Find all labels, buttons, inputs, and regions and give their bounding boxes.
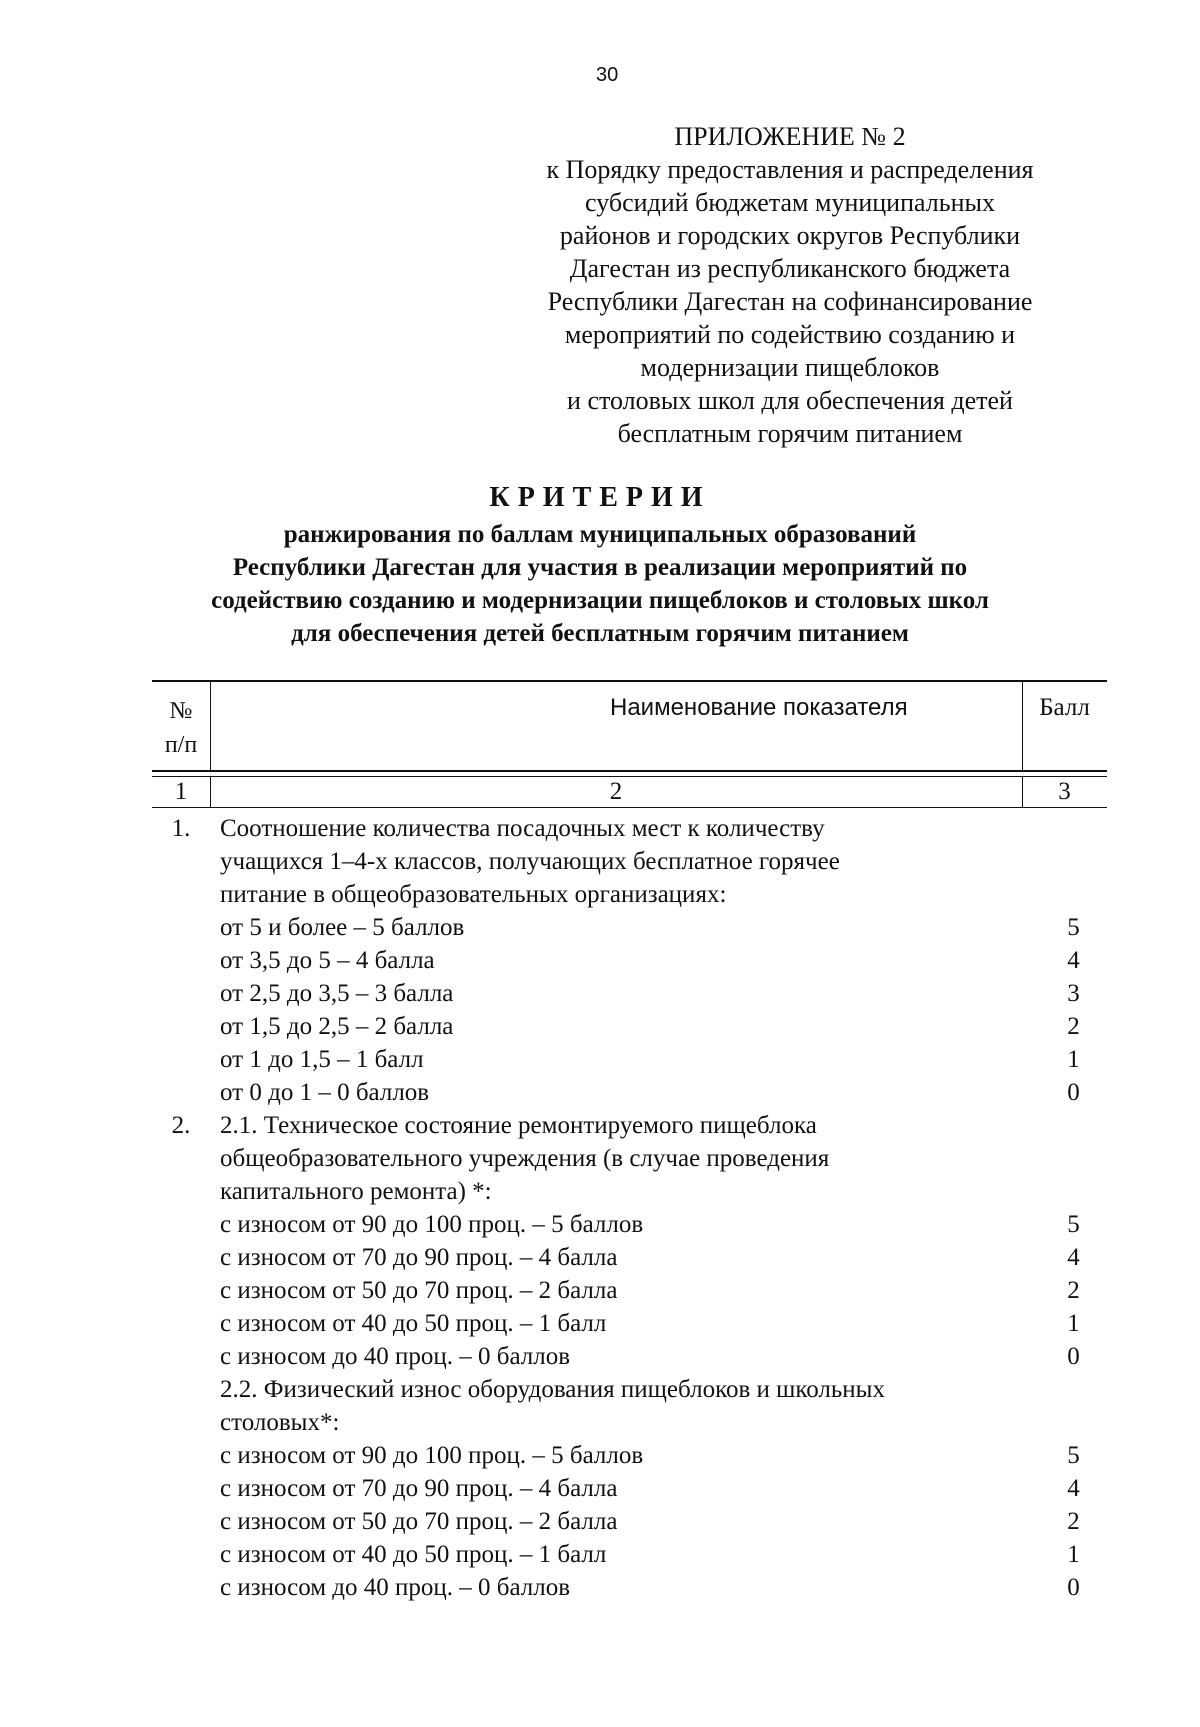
row-text: от 0 до 1 – 0 баллов [220, 1079, 430, 1106]
table-row [152, 1241, 1107, 1274]
row-number: 1. [171, 815, 191, 842]
row-score: 1 [1067, 1046, 1080, 1073]
header-num [152, 694, 210, 762]
table-row [152, 1010, 1107, 1043]
table-row [152, 1505, 1107, 1538]
appendix-line: Республики Дагестан на софинансирование [547, 287, 1033, 316]
row-score: 2 [1067, 1277, 1080, 1304]
row-text: с износом от 40 до 50 проц. – 1 балл [220, 1310, 607, 1337]
row-text: от 2,5 до 3,5 – 3 балла [220, 980, 454, 1007]
appendix-line: районов и городских округов Республики [559, 221, 1021, 250]
appendix-line: Дагестан из республиканского бюджета [569, 254, 1011, 283]
row-text: с износом от 70 до 90 проц. – 4 балла [220, 1475, 618, 1502]
table-row [152, 1373, 1107, 1406]
row-text: 2.2. Физический износ оборудования пищеблоков и школьных [220, 1376, 885, 1403]
column-number: 2 [609, 778, 623, 805]
row-text: столовых*: [220, 1409, 340, 1436]
row-text: от 3,5 до 5 – 4 балла [220, 947, 435, 974]
row-text: 2.1. Техническое состояние ремонтируемого пищеблока [220, 1112, 817, 1139]
title-line: Республики Дагестан для участия в реализации мероприятий по [232, 554, 968, 581]
page-number: 30 [596, 64, 619, 86]
row-score: 3 [1067, 980, 1080, 1007]
appendix-line: модернизации пищеблоков [640, 353, 940, 382]
table-row [152, 1406, 1107, 1439]
table-row [152, 1472, 1107, 1505]
row-score: 2 [1067, 1013, 1080, 1040]
table-row [152, 1076, 1107, 1109]
row-score: 4 [1067, 947, 1080, 974]
row-score: 2 [1067, 1508, 1080, 1535]
row-text: учащихся 1–4-х классов, получающих бесплатное горячее [220, 848, 840, 875]
header-num-line: п/п [164, 732, 198, 758]
row-text: от 1,5 до 2,5 – 2 балла [220, 1013, 454, 1040]
row-score: 1 [1067, 1541, 1080, 1568]
header-score: Балл [1039, 694, 1090, 721]
table-row [152, 1571, 1107, 1604]
row-score: 5 [1067, 1211, 1080, 1238]
row-score: 1 [1067, 1310, 1080, 1337]
appendix-label: ПРИЛОЖЕНИЕ № 2 [674, 122, 906, 151]
table-row [152, 845, 1107, 878]
row-score: 4 [1067, 1244, 1080, 1271]
row-text: с износом до 40 проц. – 0 баллов [220, 1343, 571, 1370]
appendix-line: и столовых школ для обеспечения детей [567, 386, 1013, 415]
row-number: 2. [171, 1112, 191, 1139]
table-row [152, 1274, 1107, 1307]
row-text: капитального ремонта) *: [220, 1178, 492, 1205]
table-row [152, 1208, 1107, 1241]
row-score: 4 [1067, 1475, 1080, 1502]
row-text: с износом от 40 до 50 проц. – 1 балл [220, 1541, 607, 1568]
title-main: КРИТЕРИИ [489, 482, 711, 513]
table-row [152, 1142, 1107, 1175]
appendix-line: к Порядку предоставления и распределения [546, 155, 1034, 184]
title-line: ранжирования по баллам муниципальных образований [283, 521, 917, 548]
row-score: 5 [1067, 1442, 1080, 1469]
criteria-table [152, 680, 1107, 1604]
table-row [152, 1307, 1107, 1340]
column-number-row [152, 776, 1107, 808]
row-score: 5 [1067, 914, 1080, 941]
row-text: с износом от 50 до 70 проц. – 2 балла [220, 1508, 618, 1535]
header-name-text: Наименование показателя [610, 694, 908, 721]
table-row [152, 1175, 1107, 1208]
table-body [152, 812, 1107, 1604]
table-row [152, 1043, 1107, 1076]
table-row [152, 1109, 1107, 1142]
title-line: содействию созданию и модернизации пищеблоков и столовых школ [211, 587, 989, 614]
appendix-line: бесплатным горячим питанием [617, 419, 963, 448]
row-text: с износом от 50 до 70 проц. – 2 балла [220, 1277, 618, 1304]
row-text: с износом до 40 проц. – 0 баллов [220, 1574, 571, 1601]
row-text: Соотношение количества посадочных мест к количеству [220, 815, 825, 842]
row-text: от 5 и более – 5 баллов [220, 914, 465, 941]
header-num-line: № [169, 698, 193, 724]
row-score: 0 [1067, 1574, 1080, 1601]
row-score: 0 [1067, 1343, 1080, 1370]
column-number: 1 [174, 778, 188, 805]
row-score: 0 [1067, 1079, 1080, 1106]
appendix-line: мероприятий по содействию созданию и [564, 320, 1016, 349]
table-row [152, 977, 1107, 1010]
table-row [152, 878, 1107, 911]
table-row [152, 944, 1107, 977]
table-row [152, 1439, 1107, 1472]
table-row [152, 1538, 1107, 1571]
row-text: с износом от 70 до 90 проц. – 4 балла [220, 1244, 618, 1271]
table-row [152, 911, 1107, 944]
row-text: питание в общеобразовательных организациях: [220, 881, 727, 908]
title-line: для обеспечения детей бесплатным горячим питанием [291, 620, 909, 647]
row-text: от 1 до 1,5 – 1 балл [220, 1046, 424, 1073]
column-number: 3 [1058, 778, 1071, 805]
appendix-block [510, 120, 1070, 450]
row-text: с износом от 90 до 100 проц. – 5 баллов [220, 1442, 644, 1469]
appendix-line: субсидий бюджетам муниципальных [585, 188, 995, 217]
row-text: с износом от 90 до 100 проц. – 5 баллов [220, 1211, 644, 1238]
table-header [152, 680, 1107, 772]
table-row [152, 1340, 1107, 1373]
row-text: общеобразовательного учреждения (в случае проведения [220, 1145, 830, 1172]
document-title [130, 478, 1070, 650]
table-row [152, 812, 1107, 845]
